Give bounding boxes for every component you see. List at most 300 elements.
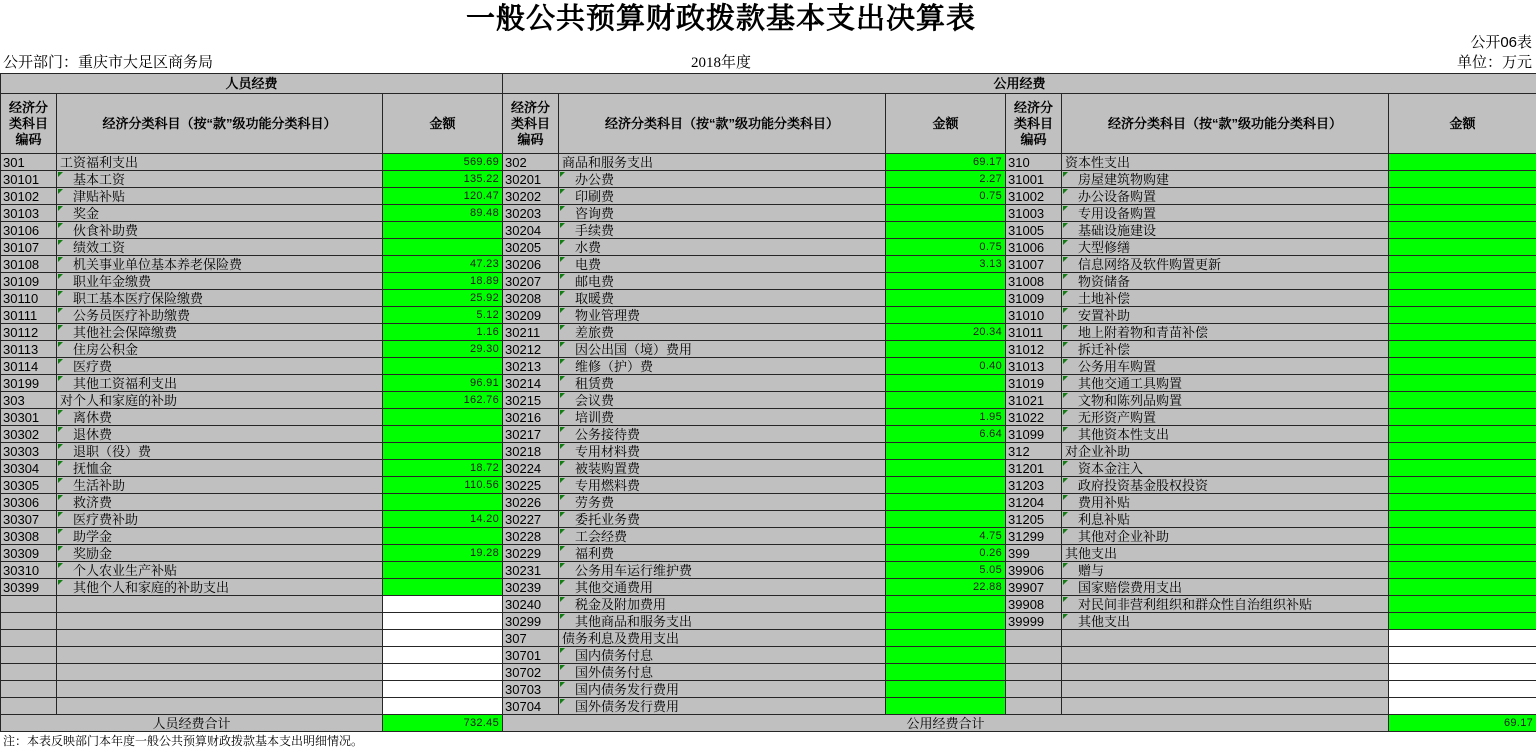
public-goods-code-cell: 30225 <box>503 477 559 494</box>
public-capital-amount-cell <box>1389 494 1536 511</box>
public-capital-code-cell <box>1006 647 1062 664</box>
public-capital-name-cell <box>1062 324 1389 341</box>
personnel-amount-cell <box>383 222 503 239</box>
personnel-code-cell: 30302 <box>1 426 57 443</box>
public-goods-amount-cell <box>886 596 1006 613</box>
personnel-amount-cell: 14.20 <box>383 511 503 528</box>
table-row <box>1 460 1536 477</box>
personnel-name-cell <box>57 171 383 188</box>
public-goods-code-cell: 30209 <box>503 307 559 324</box>
public-capital-amount-cell <box>1389 545 1536 562</box>
error-indicator-icon <box>1063 308 1068 313</box>
public-goods-code-cell: 30213 <box>503 358 559 375</box>
personnel-amount-cell: 18.89 <box>383 273 503 290</box>
public-goods-item-name: 劳务费 <box>575 494 615 510</box>
public-goods-code-cell: 30240 <box>503 596 559 613</box>
error-indicator-icon <box>1063 529 1068 534</box>
personnel-amount-cell: 18.72 <box>383 460 503 477</box>
public-capital-item-name: 办公设备购置 <box>1078 188 1157 204</box>
public-capital-code-cell: 39906 <box>1006 562 1062 579</box>
error-indicator-icon <box>58 461 63 466</box>
table-row <box>1 341 1536 358</box>
public-capital-amount-cell <box>1389 205 1536 222</box>
public-capital-name-cell <box>1062 375 1389 392</box>
public-capital-code-cell: 39907 <box>1006 579 1062 596</box>
personnel-amount-cell: 1.16 <box>383 324 503 341</box>
public-capital-code-cell: 39999 <box>1006 613 1062 630</box>
error-indicator-icon <box>1063 206 1068 211</box>
public-goods-amount-cell <box>886 477 1006 494</box>
public-capital-name-cell <box>1062 681 1389 698</box>
public-goods-amount-cell: 0.40 <box>886 358 1006 375</box>
unit-label: 单位：万元 <box>1456 54 1532 71</box>
public-capital-amount-cell <box>1389 188 1536 205</box>
personnel-amount-cell: 96.91 <box>383 375 503 392</box>
public-goods-name-cell <box>559 664 886 681</box>
public-capital-amount-cell <box>1389 511 1536 528</box>
public-goods-code-cell: 30215 <box>503 392 559 409</box>
error-indicator-icon <box>58 444 63 449</box>
amount-column-header: 金额 <box>1389 94 1536 154</box>
public-capital-name-cell <box>1062 494 1389 511</box>
personnel-name-cell <box>57 239 383 256</box>
amount-column-header: 金额 <box>886 94 1006 154</box>
public-capital-code-cell: 31205 <box>1006 511 1062 528</box>
table-row <box>1 681 1536 698</box>
public-goods-item-name: 商品和服务支出 <box>562 154 654 170</box>
error-indicator-icon <box>1063 359 1068 364</box>
public-capital-code-cell: 31012 <box>1006 341 1062 358</box>
public-capital-item-name: 拆迁补偿 <box>1078 341 1131 357</box>
public-capital-code-cell: 31099 <box>1006 426 1062 443</box>
public-capital-code-cell <box>1006 681 1062 698</box>
personnel-item-name: 其他社会保障缴费 <box>73 324 178 340</box>
table-row <box>1 188 1536 205</box>
personnel-item-name: 绩效工资 <box>73 239 126 255</box>
personnel-code-cell: 30109 <box>1 273 57 290</box>
personnel-name-cell <box>57 256 383 273</box>
public-capital-code-cell: 31201 <box>1006 460 1062 477</box>
public-goods-name-cell <box>559 681 886 698</box>
public-goods-code-cell: 30206 <box>503 256 559 273</box>
public-capital-item-name: 赠与 <box>1078 562 1105 578</box>
public-capital-amount-cell <box>1389 630 1536 647</box>
personnel-amount-cell: 110.56 <box>383 477 503 494</box>
public-capital-item-name: 国家赔偿费用支出 <box>1078 579 1183 595</box>
public-goods-name-cell <box>559 171 886 188</box>
code-column-header: 经济分类科目编码 <box>1006 94 1062 154</box>
public-goods-amount-cell <box>886 205 1006 222</box>
public-capital-name-cell <box>1062 613 1389 630</box>
personnel-total-label: 人员经费合计 <box>1 715 383 732</box>
personnel-total-amount: 732.45 <box>383 715 503 732</box>
footnote: 注：本表反映部门本年度一般公共预算财政拨款基本支出明细情况。 <box>3 734 364 748</box>
personnel-item-name: 职业年金缴费 <box>73 273 152 289</box>
public-total-amount: 69.17 <box>1389 715 1536 732</box>
table-row <box>1 375 1536 392</box>
personnel-item-name: 其他个人和家庭的补助支出 <box>73 579 230 595</box>
personnel-code-cell: 301 <box>1 154 57 171</box>
public-capital-code-cell <box>1006 698 1062 715</box>
error-indicator-icon <box>560 682 565 687</box>
personnel-item-name: 退休费 <box>73 426 113 442</box>
public-capital-code-cell: 31002 <box>1006 188 1062 205</box>
public-capital-name-cell <box>1062 579 1389 596</box>
public-capital-name-cell <box>1062 596 1389 613</box>
error-indicator-icon <box>1063 376 1068 381</box>
public-goods-code-cell: 30207 <box>503 273 559 290</box>
table-row <box>1 426 1536 443</box>
public-goods-amount-cell: 4.75 <box>886 528 1006 545</box>
public-goods-item-name: 取暖费 <box>575 290 615 306</box>
public-capital-item-name: 资本性支出 <box>1065 154 1131 170</box>
public-capital-name-cell <box>1062 256 1389 273</box>
public-goods-code-cell: 30701 <box>503 647 559 664</box>
public-capital-amount-cell <box>1389 664 1536 681</box>
personnel-name-cell <box>57 460 383 477</box>
error-indicator-icon <box>1063 597 1068 602</box>
error-indicator-icon <box>58 342 63 347</box>
public-goods-amount-cell <box>886 222 1006 239</box>
public-capital-amount-cell <box>1389 647 1536 664</box>
personnel-amount-cell <box>383 528 503 545</box>
public-capital-item-name: 对企业补助 <box>1065 443 1131 459</box>
error-indicator-icon <box>1063 563 1068 568</box>
public-goods-item-name: 印刷费 <box>575 188 615 204</box>
public-goods-amount-cell <box>886 307 1006 324</box>
personnel-code-cell: 30199 <box>1 375 57 392</box>
personnel-code-cell: 30399 <box>1 579 57 596</box>
name-column-header: 经济分类科目（按“款”级功能分类科目） <box>559 94 886 154</box>
public-capital-code-cell: 312 <box>1006 443 1062 460</box>
personnel-code-cell: 30112 <box>1 324 57 341</box>
public-capital-amount-cell <box>1389 460 1536 477</box>
error-indicator-icon <box>1063 274 1068 279</box>
error-indicator-icon <box>1063 427 1068 432</box>
public-goods-amount-cell <box>886 392 1006 409</box>
public-goods-amount-cell: 6.64 <box>886 426 1006 443</box>
personnel-name-cell <box>57 596 383 613</box>
personnel-name-cell <box>57 222 383 239</box>
error-indicator-icon <box>560 223 565 228</box>
public-capital-item-name: 安置补助 <box>1078 307 1131 323</box>
public-goods-amount-cell <box>886 511 1006 528</box>
public-goods-item-name: 国内债务发行费用 <box>575 681 680 697</box>
error-indicator-icon <box>560 240 565 245</box>
public-goods-name-cell <box>559 511 886 528</box>
personnel-code-cell: 30103 <box>1 205 57 222</box>
table-row <box>1 528 1536 545</box>
public-goods-amount-cell <box>886 630 1006 647</box>
public-capital-item-name: 其他支出 <box>1065 545 1118 561</box>
public-goods-code-cell: 30202 <box>503 188 559 205</box>
public-capital-name-cell <box>1062 188 1389 205</box>
public-total-label: 公用经费合计 <box>503 715 1389 732</box>
public-capital-name-cell <box>1062 562 1389 579</box>
public-capital-amount-cell <box>1389 681 1536 698</box>
error-indicator-icon <box>1063 291 1068 296</box>
public-goods-code-cell: 30201 <box>503 171 559 188</box>
public-capital-amount-cell <box>1389 273 1536 290</box>
public-capital-code-cell: 31021 <box>1006 392 1062 409</box>
personnel-item-name: 退职（役）费 <box>73 443 152 459</box>
public-goods-item-name: 专用燃料费 <box>575 477 641 493</box>
public-capital-item-name: 公务用车购置 <box>1078 358 1157 374</box>
public-goods-name-cell <box>559 443 886 460</box>
personnel-name-cell <box>57 188 383 205</box>
personnel-name-cell <box>57 392 383 409</box>
personnel-code-cell: 30301 <box>1 409 57 426</box>
table-row <box>1 477 1536 494</box>
error-indicator-icon <box>1063 257 1068 262</box>
personnel-code-cell <box>1 681 57 698</box>
public-capital-item-name: 资本金注入 <box>1078 460 1144 476</box>
personnel-code-cell: 30111 <box>1 307 57 324</box>
public-goods-name-cell <box>559 154 886 171</box>
error-indicator-icon <box>560 614 565 619</box>
public-capital-code-cell: 31003 <box>1006 205 1062 222</box>
public-goods-name-cell <box>559 256 886 273</box>
personnel-name-cell <box>57 375 383 392</box>
personnel-name-cell <box>57 494 383 511</box>
table-row <box>1 409 1536 426</box>
personnel-code-cell <box>1 613 57 630</box>
public-goods-name-cell <box>559 375 886 392</box>
public-goods-code-cell: 30208 <box>503 290 559 307</box>
personnel-item-name: 生活补助 <box>73 477 126 493</box>
personnel-code-cell <box>1 630 57 647</box>
public-goods-code-cell: 30702 <box>503 664 559 681</box>
public-goods-amount-cell <box>886 460 1006 477</box>
error-indicator-icon <box>560 359 565 364</box>
personnel-name-cell <box>57 562 383 579</box>
public-goods-code-cell: 307 <box>503 630 559 647</box>
public-goods-item-name: 工会经费 <box>575 528 628 544</box>
public-goods-name-cell <box>559 613 886 630</box>
public-goods-item-name: 租赁费 <box>575 375 615 391</box>
public-goods-name-cell <box>559 562 886 579</box>
personnel-code-cell <box>1 698 57 715</box>
public-capital-name-cell <box>1062 664 1389 681</box>
personnel-amount-cell: 5.12 <box>383 307 503 324</box>
error-indicator-icon <box>560 308 565 313</box>
table-row <box>1 511 1536 528</box>
error-indicator-icon <box>1063 189 1068 194</box>
error-indicator-icon <box>58 580 63 585</box>
public-goods-code-cell: 30211 <box>503 324 559 341</box>
public-goods-code-cell: 30205 <box>503 239 559 256</box>
table-row <box>1 698 1536 715</box>
public-goods-item-name: 公务接待费 <box>575 426 641 442</box>
table-row <box>1 545 1536 562</box>
error-indicator-icon <box>560 342 565 347</box>
personnel-code-cell: 30107 <box>1 239 57 256</box>
public-goods-item-name: 公务用车运行维护费 <box>575 562 693 578</box>
public-capital-code-cell: 310 <box>1006 154 1062 171</box>
public-goods-code-cell: 30203 <box>503 205 559 222</box>
public-goods-amount-cell <box>886 664 1006 681</box>
public-capital-item-name: 其他交通工具购置 <box>1078 375 1183 391</box>
error-indicator-icon <box>1063 614 1068 619</box>
error-indicator-icon <box>58 546 63 551</box>
personnel-amount-cell: 89.48 <box>383 205 503 222</box>
public-goods-name-cell <box>559 290 886 307</box>
error-indicator-icon <box>560 444 565 449</box>
personnel-amount-cell <box>383 579 503 596</box>
public-goods-code-cell: 30299 <box>503 613 559 630</box>
table-row <box>1 273 1536 290</box>
public-capital-code-cell: 31299 <box>1006 528 1062 545</box>
public-goods-item-name: 因公出国（境）费用 <box>575 341 693 357</box>
public-capital-amount-cell <box>1389 222 1536 239</box>
error-indicator-icon <box>560 376 565 381</box>
public-goods-item-name: 国外债务发行费用 <box>575 698 680 714</box>
group-header-row <box>1 74 1536 94</box>
public-goods-code-cell: 30228 <box>503 528 559 545</box>
public-goods-amount-cell: 0.26 <box>886 545 1006 562</box>
personnel-item-name: 伙食补助费 <box>73 222 139 238</box>
public-capital-item-name: 其他对企业补助 <box>1078 528 1170 544</box>
personnel-amount-cell <box>383 596 503 613</box>
error-indicator-icon <box>560 529 565 534</box>
personnel-amount-cell <box>383 358 503 375</box>
personnel-code-cell: 30102 <box>1 188 57 205</box>
public-capital-name-cell <box>1062 511 1389 528</box>
public-capital-amount-cell <box>1389 392 1536 409</box>
public-capital-item-name: 无形资产购置 <box>1078 409 1157 425</box>
public-goods-amount-cell: 3.13 <box>886 256 1006 273</box>
table-row <box>1 290 1536 307</box>
personnel-item-name: 对个人和家庭的补助 <box>60 392 178 408</box>
public-capital-amount-cell <box>1389 171 1536 188</box>
personnel-item-name: 个人农业生产补贴 <box>73 562 178 578</box>
personnel-amount-cell <box>383 409 503 426</box>
public-capital-amount-cell <box>1389 154 1536 171</box>
table-row <box>1 324 1536 341</box>
public-goods-item-name: 会议费 <box>575 392 615 408</box>
public-capital-item-name: 其他支出 <box>1078 613 1131 629</box>
personnel-name-cell <box>57 443 383 460</box>
public-capital-name-cell <box>1062 205 1389 222</box>
personnel-name-cell <box>57 426 383 443</box>
error-indicator-icon <box>560 410 565 415</box>
fiscal-year: 2018年度 <box>690 55 751 71</box>
personnel-code-cell: 30308 <box>1 528 57 545</box>
public-goods-amount-cell: 2.27 <box>886 171 1006 188</box>
error-indicator-icon <box>560 597 565 602</box>
error-indicator-icon <box>1063 461 1068 466</box>
error-indicator-icon <box>1063 410 1068 415</box>
error-indicator-icon <box>58 240 63 245</box>
table-row <box>1 647 1536 664</box>
table-row <box>1 222 1536 239</box>
error-indicator-icon <box>560 580 565 585</box>
public-capital-name-cell <box>1062 647 1389 664</box>
public-capital-name-cell <box>1062 239 1389 256</box>
public-goods-amount-cell: 0.75 <box>886 239 1006 256</box>
personnel-item-name: 离休费 <box>73 409 113 425</box>
public-capital-code-cell: 31006 <box>1006 239 1062 256</box>
personnel-code-cell: 30101 <box>1 171 57 188</box>
public-goods-name-cell <box>559 460 886 477</box>
table-row <box>1 307 1536 324</box>
error-indicator-icon <box>1063 512 1068 517</box>
public-goods-amount-cell: 20.34 <box>886 324 1006 341</box>
public-goods-code-cell: 30704 <box>503 698 559 715</box>
error-indicator-icon <box>58 189 63 194</box>
personnel-name-cell <box>57 341 383 358</box>
public-capital-name-cell <box>1062 222 1389 239</box>
personnel-item-name: 机关事业单位基本养老保险费 <box>73 256 243 272</box>
public-goods-item-name: 维修（护）费 <box>575 358 654 374</box>
error-indicator-icon <box>58 376 63 381</box>
personnel-amount-cell <box>383 443 503 460</box>
public-goods-item-name: 水费 <box>575 239 602 255</box>
personnel-amount-cell: 120.47 <box>383 188 503 205</box>
error-indicator-icon <box>560 291 565 296</box>
error-indicator-icon <box>560 274 565 279</box>
personnel-code-cell: 30110 <box>1 290 57 307</box>
table-row <box>1 392 1536 409</box>
public-capital-amount-cell <box>1389 375 1536 392</box>
public-capital-code-cell: 31005 <box>1006 222 1062 239</box>
personnel-item-name: 奖金 <box>73 205 100 221</box>
public-goods-name-cell <box>559 392 886 409</box>
personnel-group-header: 人员经费 <box>1 74 503 94</box>
public-goods-item-name: 税金及附加费用 <box>575 596 667 612</box>
error-indicator-icon <box>58 257 63 262</box>
public-capital-code-cell: 31204 <box>1006 494 1062 511</box>
public-goods-name-cell <box>559 545 886 562</box>
personnel-name-cell <box>57 324 383 341</box>
public-goods-code-cell: 30231 <box>503 562 559 579</box>
public-capital-amount-cell <box>1389 698 1536 715</box>
public-goods-item-name: 培训费 <box>575 409 615 425</box>
public-capital-amount-cell <box>1389 596 1536 613</box>
public-goods-amount-cell <box>886 613 1006 630</box>
public-goods-amount-cell <box>886 698 1006 715</box>
error-indicator-icon <box>560 325 565 330</box>
personnel-name-cell <box>57 477 383 494</box>
personnel-amount-cell: 19.28 <box>383 545 503 562</box>
public-goods-amount-cell: 0.75 <box>886 188 1006 205</box>
table-row <box>1 443 1536 460</box>
public-goods-code-cell: 30703 <box>503 681 559 698</box>
personnel-amount-cell: 25.92 <box>383 290 503 307</box>
public-capital-name-cell <box>1062 443 1389 460</box>
table-body <box>1 154 1536 715</box>
public-goods-name-cell <box>559 409 886 426</box>
personnel-code-cell: 30106 <box>1 222 57 239</box>
totals-row <box>1 715 1536 732</box>
personnel-item-name: 救济费 <box>73 494 113 510</box>
public-capital-code-cell: 31203 <box>1006 477 1062 494</box>
personnel-code-cell: 30310 <box>1 562 57 579</box>
public-goods-item-name: 差旅费 <box>575 324 615 340</box>
public-goods-code-cell: 302 <box>503 154 559 171</box>
personnel-amount-cell <box>383 613 503 630</box>
personnel-code-cell: 30108 <box>1 256 57 273</box>
personnel-name-cell <box>57 664 383 681</box>
personnel-code-cell: 30303 <box>1 443 57 460</box>
public-capital-name-cell <box>1062 477 1389 494</box>
public-capital-name-cell <box>1062 426 1389 443</box>
error-indicator-icon <box>560 648 565 653</box>
public-goods-item-name: 国外债务付息 <box>575 664 654 680</box>
table-row <box>1 154 1536 171</box>
personnel-amount-cell: 569.69 <box>383 154 503 171</box>
personnel-amount-cell <box>383 681 503 698</box>
